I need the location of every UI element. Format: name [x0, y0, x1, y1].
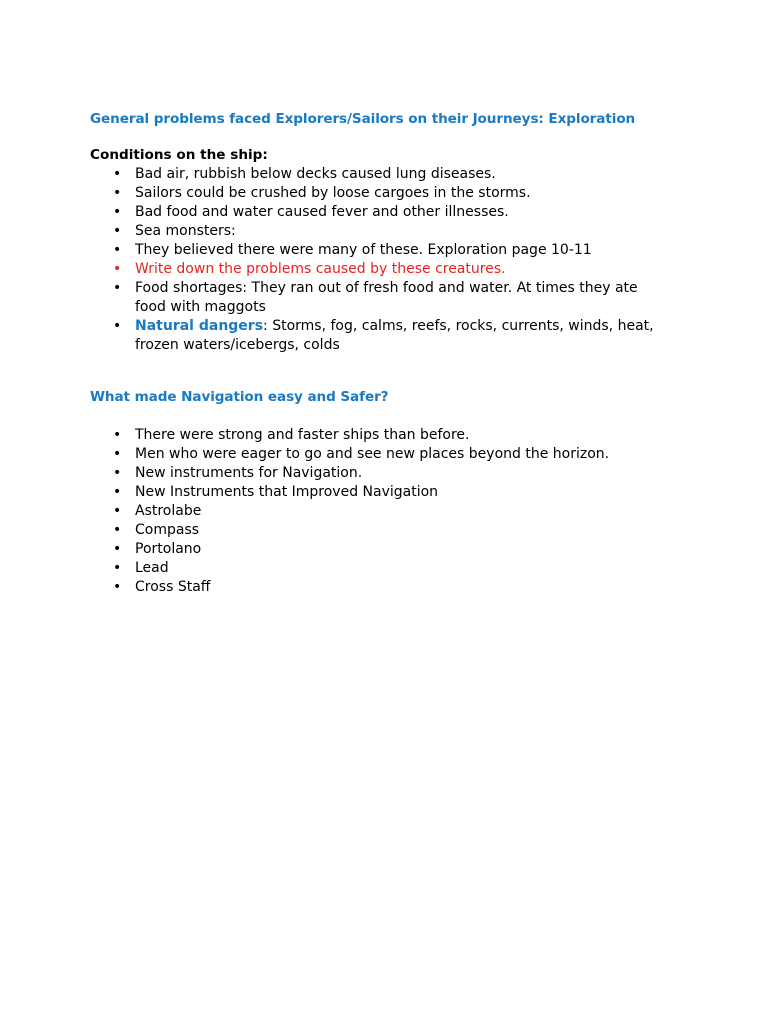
section-heading-problems: General problems faced Explorers/Sailors on their Journeys: Exploration: [90, 111, 636, 127]
bullet-icon: •: [113, 465, 122, 481]
list-item-text: Sea monsters:: [135, 223, 236, 239]
list-item-text: There were strong and faster ships than before.: [135, 427, 470, 443]
list-item-text: Men who were eager to go and see new places beyond the horizon.: [135, 446, 610, 462]
natural-dangers-label: Natural dangers: [135, 318, 264, 334]
list-item: [0, 184, 768, 203]
list-item-highlighted: [0, 260, 768, 279]
section-heading-navigation: What made Navigation easy and Safer?: [90, 389, 389, 405]
list-item: [0, 464, 768, 483]
list-item: [0, 426, 768, 445]
bullet-icon: •: [113, 185, 122, 201]
list-item: [0, 165, 768, 184]
bullet-icon: •: [113, 427, 122, 443]
list-item-text: Write down the problems caused by these creatures.: [135, 261, 506, 277]
bullet-icon: •: [113, 484, 122, 500]
problems-list: [0, 165, 768, 355]
bullet-icon: •: [113, 579, 122, 595]
navigation-list: [0, 426, 768, 597]
list-item: [0, 241, 768, 260]
bullet-icon: •: [113, 280, 122, 296]
list-item: [0, 445, 768, 464]
list-item-text: Sailors could be crushed by loose cargoes in the storms.: [135, 185, 531, 201]
bullet-icon: •: [113, 261, 122, 277]
bullet-icon: •: [113, 522, 122, 538]
bullet-icon: •: [113, 446, 122, 462]
list-item: [0, 578, 768, 597]
list-item-text: They believed there were many of these. Exploration page 10-11: [135, 242, 592, 258]
subheading-conditions-on-ship: Conditions on the ship:: [90, 147, 268, 163]
bullet-icon: •: [113, 503, 122, 519]
list-item-text: New instruments for Navigation.: [135, 465, 363, 481]
list-item-text: Compass: [135, 522, 200, 538]
list-item: [0, 559, 768, 578]
list-item: [0, 540, 768, 559]
list-item: [0, 521, 768, 540]
bullet-icon: •: [113, 204, 122, 220]
bullet-icon: •: [113, 223, 122, 239]
list-item-text: Portolano: [135, 541, 202, 557]
list-item: [0, 502, 768, 521]
bullet-icon: •: [113, 541, 122, 557]
list-item: [0, 483, 768, 502]
list-item-text: Bad air, rubbish below decks caused lung diseases.: [135, 166, 496, 182]
list-item: [0, 203, 768, 222]
bullet-icon: •: [113, 166, 122, 182]
list-item-text: Cross Staff: [135, 579, 211, 595]
bullet-icon: •: [113, 560, 122, 576]
list-item: [0, 222, 768, 241]
bullet-icon: •: [113, 242, 122, 258]
list-item: [0, 279, 768, 317]
list-item: [0, 317, 768, 355]
list-item-text: New Instruments that Improved Navigation: [135, 484, 439, 500]
bullet-icon: •: [113, 318, 122, 334]
list-item-text: Food shortages: They ran out of fresh food and water. At times they ate food with maggots: [135, 280, 638, 315]
list-item-text: Lead: [135, 560, 169, 576]
list-item-text: Astrolabe: [135, 503, 202, 519]
list-item-text: : Storms, fog, calms, reefs, rocks, currents, winds, heat, frozen waters/icebergs, colds: [135, 318, 654, 353]
list-item-text: Bad food and water caused fever and other illnesses.: [135, 204, 509, 220]
